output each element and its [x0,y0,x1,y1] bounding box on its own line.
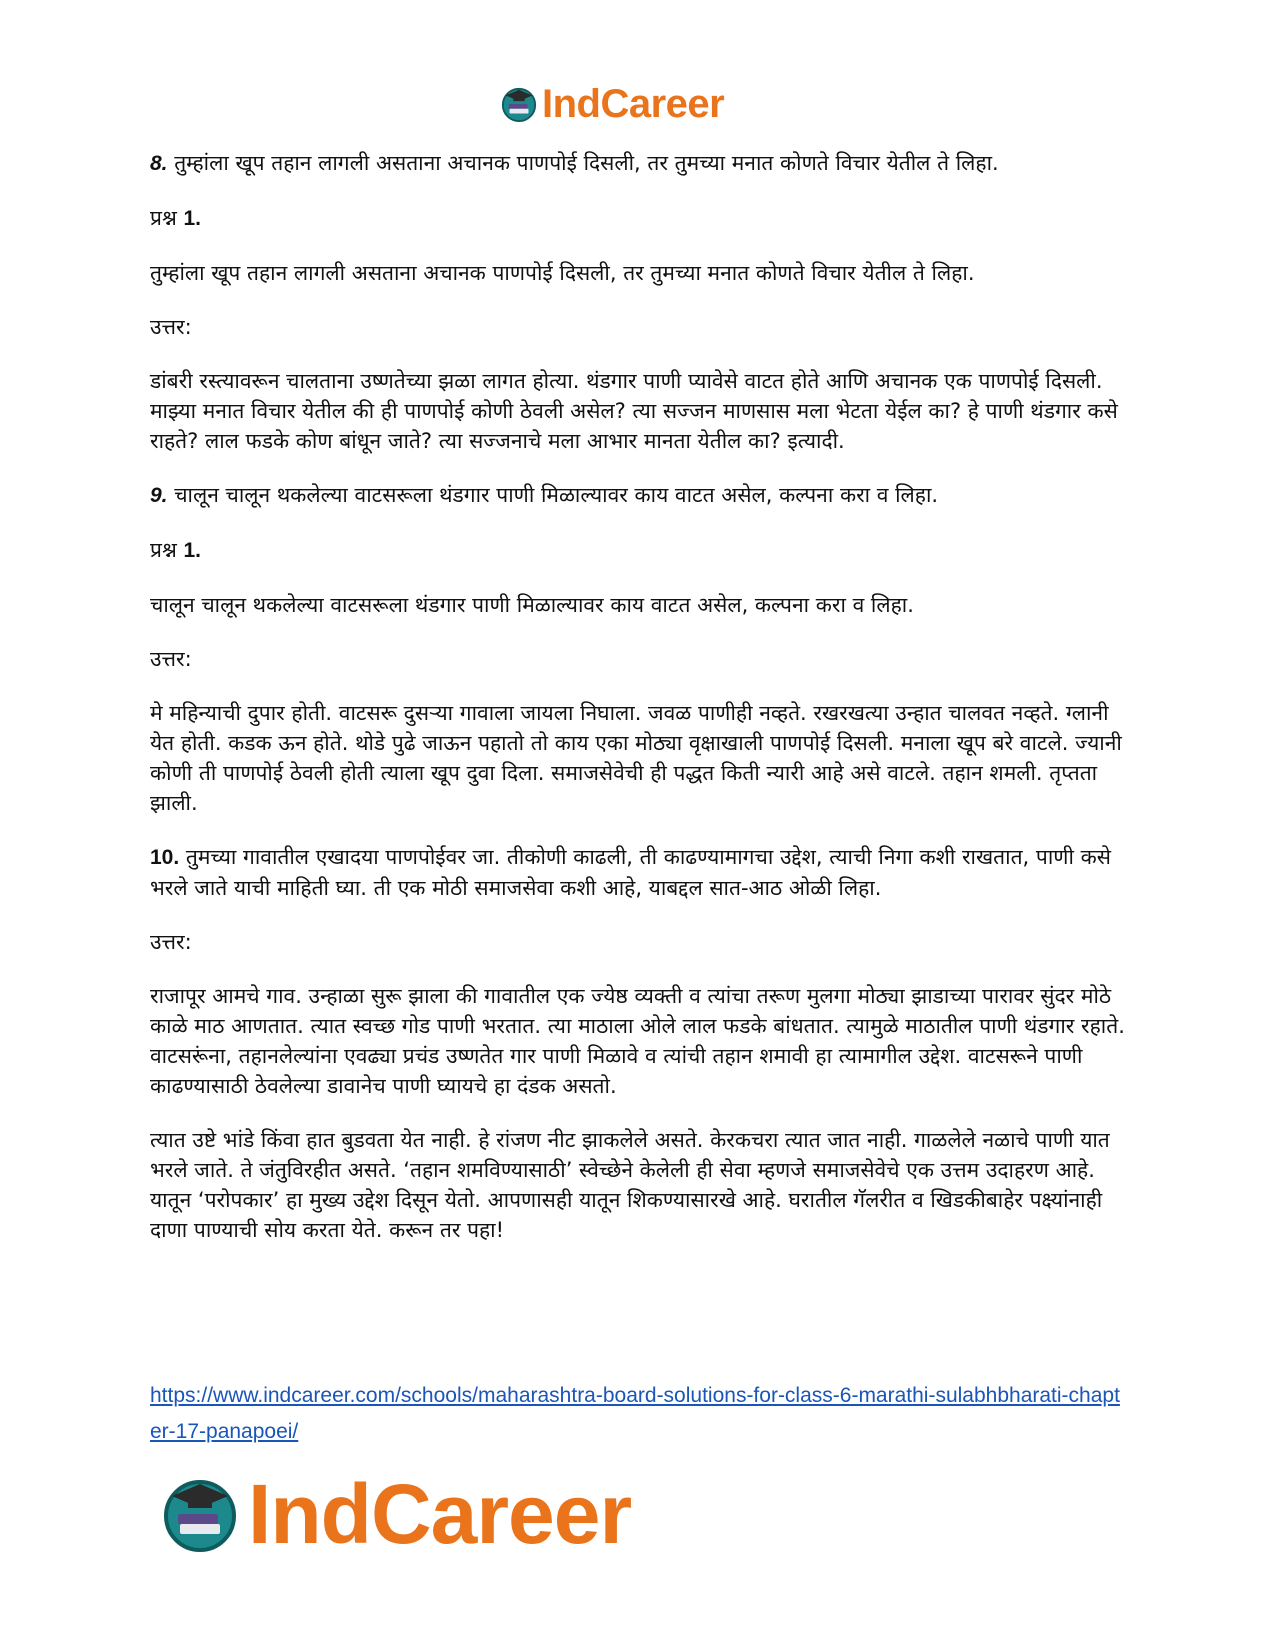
question-10 [150,842,1130,903]
graduation-book-globe-icon [500,85,538,123]
question-number: 9. [150,484,168,507]
answer-label: उत्तर: [150,930,192,954]
answer-text: डांबरी रस्त्यावरून चालताना उष्णतेच्या झळा लागत होत्या. थंडगार पाणी प्यावेसे वाटत होते आणि अचानक एक पाणपोई दिसली. माझ्या मनात विचार येतील की ही पाणपोई कोणी ठेवली असेल? त्या सज्जन माणसास मला भेटता येईल का? हे पाणी थंडगार कसे राहते? लाल फडके कोण बांधून जाते? त्या सज्जनाचे मला आभार मानता येतील का? इत्यादी. [150,369,1118,453]
document-body [150,148,1130,1269]
question-text: तुम्हांला खूप तहान लागली असताना अचानक पाणपोई दिसली, तर तुमच्या मनात कोणते विचार येतील ते लिहा. [150,261,975,285]
prashna-label: प्रश्न [150,206,184,230]
header-logo [500,78,724,130]
answer-label: उत्तर: [150,315,192,339]
question-number: 10. [150,846,180,869]
question-text: चालून चालून थकलेल्या वाटसरूला थंडगार पाणी मिळाल्यावर काय वाटत असेल, कल्पना करा व लिहा. [167,483,939,507]
question-number: 8. [150,152,168,175]
answer-text: त्यात उष्टे भांडे किंवा हात बुडवता येत नाही. हे रांजण नीट झाकलेले असते. केरकचरा त्यात जात नाही. गाळलेले नळाचे पाणी यात भरले जाते. ते जंतुविरहीत असते. ‘तहान शमविण्यासाठी’ स्वेच्छेने केलेली ही सेवा म्हणजे समाजसेवेचे एक उत्तम उदाहरण आहे. यातून ‘परोपकार’ हा मुख्य उद्देश दिसून येतो. आपणासही यातून शिकण्यासारखे आहे. घरातील गॅलरीत व खिडकीबाहेर पक्ष्यांनाही दाणा पाण्याची सोय करता येते. करून तर पहा! [150,1128,1110,1242]
answer-label: उत्तर: [150,647,192,671]
question-text: तुम्हांला खूप तहान लागली असताना अचानक पाणपोई दिसली, तर तुमच्या मनात कोणते विचार येतील ते लिहा. [167,151,999,175]
footer-logo [160,1462,631,1566]
prashna-label: प्रश्न [150,538,184,562]
answer-text: राजापूर आमचे गाव. उन्हाळा सुरू झाला की गावातील एक ज्येष्ठ व्यक्ती व त्यांचा तरूण मुलगा मोठ्या झाडाच्या पारावर सुंदर मोठे काळे माठ आणतात. त्यात स्वच्छ गोड पाणी भरतात. त्या माठाला ओले लाल फडके बांधतात. त्यामुळे माठातील पाणी थंडगार रहाते. वाटसरूंना, तहानलेल्यांना एवढ्या प्रचंड उष्णतेत गार पाणी मिळावे व त्यांची तहान शमावी हा त्यामागील उद्देश. वाटसरूने पाणी काढण्यासाठी ठेवलेल्या डावानेच पाणी घ्यायचे हा दंडक असतो. [150,984,1125,1098]
source-link[interactable]: https://www.indcareer.com/schools/maharashtra-board-solutions-for-class-6-marathi-sulabhbharati-chapter-17-panapoei/ [150,1384,1120,1443]
prashna-number: 1. [183,539,201,562]
prashna-number: 1. [183,207,201,230]
question-text: चालून चालून थकलेल्या वाटसरूला थंडगार पाणी मिळाल्यावर काय वाटत असेल, कल्पना करा व लिहा. [150,593,914,617]
logo-text: IndCareer [248,1466,632,1561]
question-9 [150,480,1130,511]
prashna-heading [150,203,1130,234]
prashna-heading [150,535,1130,566]
logo-text: IndCareer [542,81,725,126]
question-8 [150,148,1130,179]
graduation-book-globe-icon [160,1474,240,1554]
answer-text: मे महिन्याची दुपार होती. वाटसरू दुसऱ्या गावाला जायला निघाला. जवळ पाणीही नव्हते. रखरखत्या उन्हात चालवत नव्हते. ग्लानी येत होती. कडक ऊन होते. थोडे पुढे जाऊन पहातो तो काय एका मोठ्या वृक्षाखाली पाणपोई दिसली. मनाला खूप बरे वाटले. ज्यानी कोणी ती पाणपोई ठेवली होती त्याला खूप दुवा दिला. समाजसेवेची ही पद्धत किती न्यारी आहे असे वाटले. तहान शमली. तृप्तता झाली. [150,701,1122,815]
question-text: तुमच्या गावातील एखादया पाणपोईवर जा. तीकोणी काढली, ती काढण्यामागचा उद्देश, त्याची निगा कशी राखतात, पाणी कसे भरले जाते याची माहिती घ्या. ती एक मोठी समाजसेवा कशी आहे, याबद्दल सात-आठ ओळी लिहा. [150,845,1111,900]
